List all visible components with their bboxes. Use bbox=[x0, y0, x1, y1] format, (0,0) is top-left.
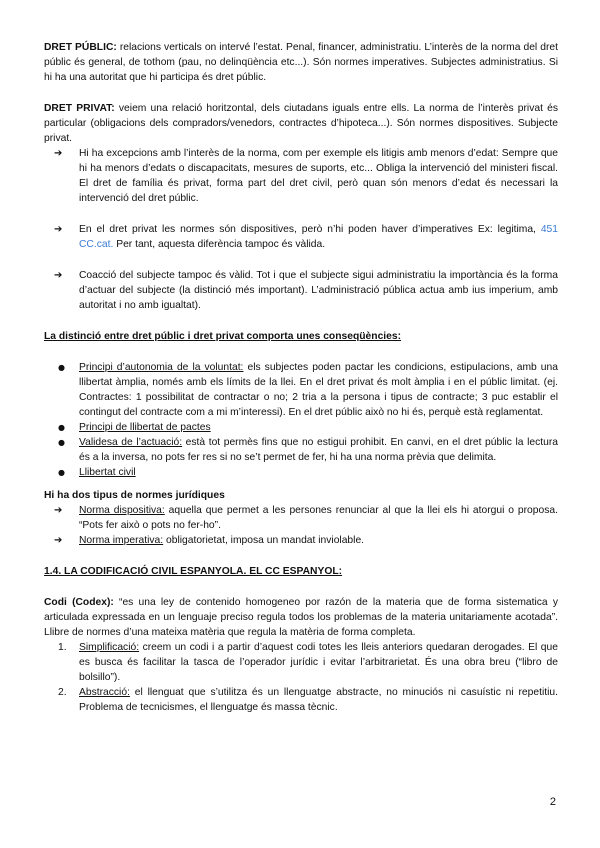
numbered-list bbox=[44, 640, 558, 715]
list-item: ● Principi de llibertat de pactes bbox=[44, 420, 558, 435]
arrow-item: ➔ Hi ha excepcions amb l’interès de la norma, com per exemple els litigis amb menors d’edat: Sempre que hi ha menors d’edats o discapacitats, mesures de suports, etc... Obliga la intervenció del ministeri fiscal. El dret de família és privat, forma part del dret civil, però quan són menors d’edat és necessari la intervenció del dret públic. bbox=[44, 146, 558, 206]
term-dret-privat: DRET PRIVAT: bbox=[44, 103, 115, 114]
arrow-list-3 bbox=[44, 268, 558, 313]
section-heading: 1.4. LA CODIFICACIÓ CIVIL ESPANYOLA. EL CC ESPANYOL: bbox=[44, 566, 343, 577]
list-item: ● Validesa de l’actuació: està tot permès fins que no estigui prohibit. En canvi, en el dret públic la lectura és a la inversa, no pots fer res si no se’t permet de fer, hi ha una norma prèvia que delimita. bbox=[44, 435, 558, 465]
consequences-heading: La distinció entre dret públic i dret privat comporta unes conseqüències: bbox=[44, 331, 402, 342]
arrow-list-1 bbox=[44, 146, 558, 206]
consequences-list bbox=[44, 360, 558, 480]
list-item: ➔ Norma imperativa: obligatorietat, imposa un mandat inviolable. bbox=[44, 533, 558, 548]
paragraph-dret-privat bbox=[44, 101, 558, 146]
arrow-list-2 bbox=[44, 222, 558, 252]
norms-list bbox=[44, 503, 558, 548]
text-dret-public: relacions verticals on intervé l’estat. Penal, financer, administratiu. L’interès de la norma del dret públic és general, de tothom (pau, no delinqüència etc...). Són normes imperatives. Subjectes administratius. Si hi ha una autoritat que hi participa és dret públic. bbox=[44, 42, 558, 83]
document-page bbox=[44, 40, 558, 715]
list-item: 2. Abstracció: el llenguat que s’utilitza és un llenguatge abstracte, no minuciós ni casuístic ni repetitiu. Problema de tecnicismes, el llenguatge és massa tècnic. bbox=[58, 687, 558, 713]
list-item: ● Principi d’autonomia de la voluntat: els subjectes poden pactar les condicions, estipulacions, amb una llibertat àmplia, només amb els límits de la llei. En el dret privat és molt àmplia i en el públic limitat. (ej. Contractes: 1 possibilitat de contractar o no; 2 tria a la persona i tipus de contracte; 3 puc establir el contingut del contracte com a mi m’interessi). En el dret públic això no hi és, perquè està reglamentat. bbox=[44, 360, 558, 420]
list-item: 1. Simplificació: creem un codi i a partir d’aquest codi totes les lleis anteriors quedaran derogades. El que es busca és facilitar la tasca de l’operador jurídic i evitar l’arbitrarietat. És una obra breu (“libro de bolsillo”). bbox=[58, 642, 558, 683]
list-item: ➔ Norma dispositiva: aquella que permet a les persones renunciar al que la llei els hi atorgui o proposa. “Pots fer això o pots no fer-ho”. bbox=[44, 503, 558, 533]
term-dret-public: DRET PÚBLIC: bbox=[44, 42, 117, 53]
text-dret-privat: veiem una relació horitzontal, dels ciutadans iguals entre ells. La norma de l’interès privat és particular (obligacions dels compradors/venedors, contractes d’hipoteca...). Són normes dispositives. Subjecte privat. bbox=[44, 103, 558, 144]
arrow-item: ➔ Coacció del subjecte tampoc és vàlid. Tot i que el subjecte sigui administratiu la importància és la forma d’actuar del subjecte (la distinció més important). L’administració pública actua amb ius imperium, amb autoritat i no amb igualtat). bbox=[44, 268, 558, 313]
list-item: ● Llibertat civil bbox=[44, 465, 558, 480]
norms-heading: Hi ha dos tipus de normes jurídiques bbox=[44, 490, 225, 501]
term-codi: Codi (Codex): bbox=[44, 597, 114, 608]
paragraph-codi: Codi (Codex): “es una ley de contenido homogeneo por razón de la materia que de forma sistematica y articulada expressada en un lenguaje preciso regula todos los problemas de la materia unitariamente acotada”. Llibre de normes d’una mateixa matèria que regula la matèria de forma completa. bbox=[44, 597, 558, 638]
cc-cat-link[interactable]: 451 CC.cat. bbox=[79, 224, 558, 250]
paragraph-dret-public bbox=[44, 40, 558, 85]
arrow-item: ➔ En el dret privat les normes són dispositives, però n’hi poden haver d’imperatives Ex: legitima, 451 CC.cat. Per tant, aquesta diferència tampoc és vàlida. bbox=[44, 222, 558, 252]
page-number: 2 bbox=[549, 796, 556, 808]
